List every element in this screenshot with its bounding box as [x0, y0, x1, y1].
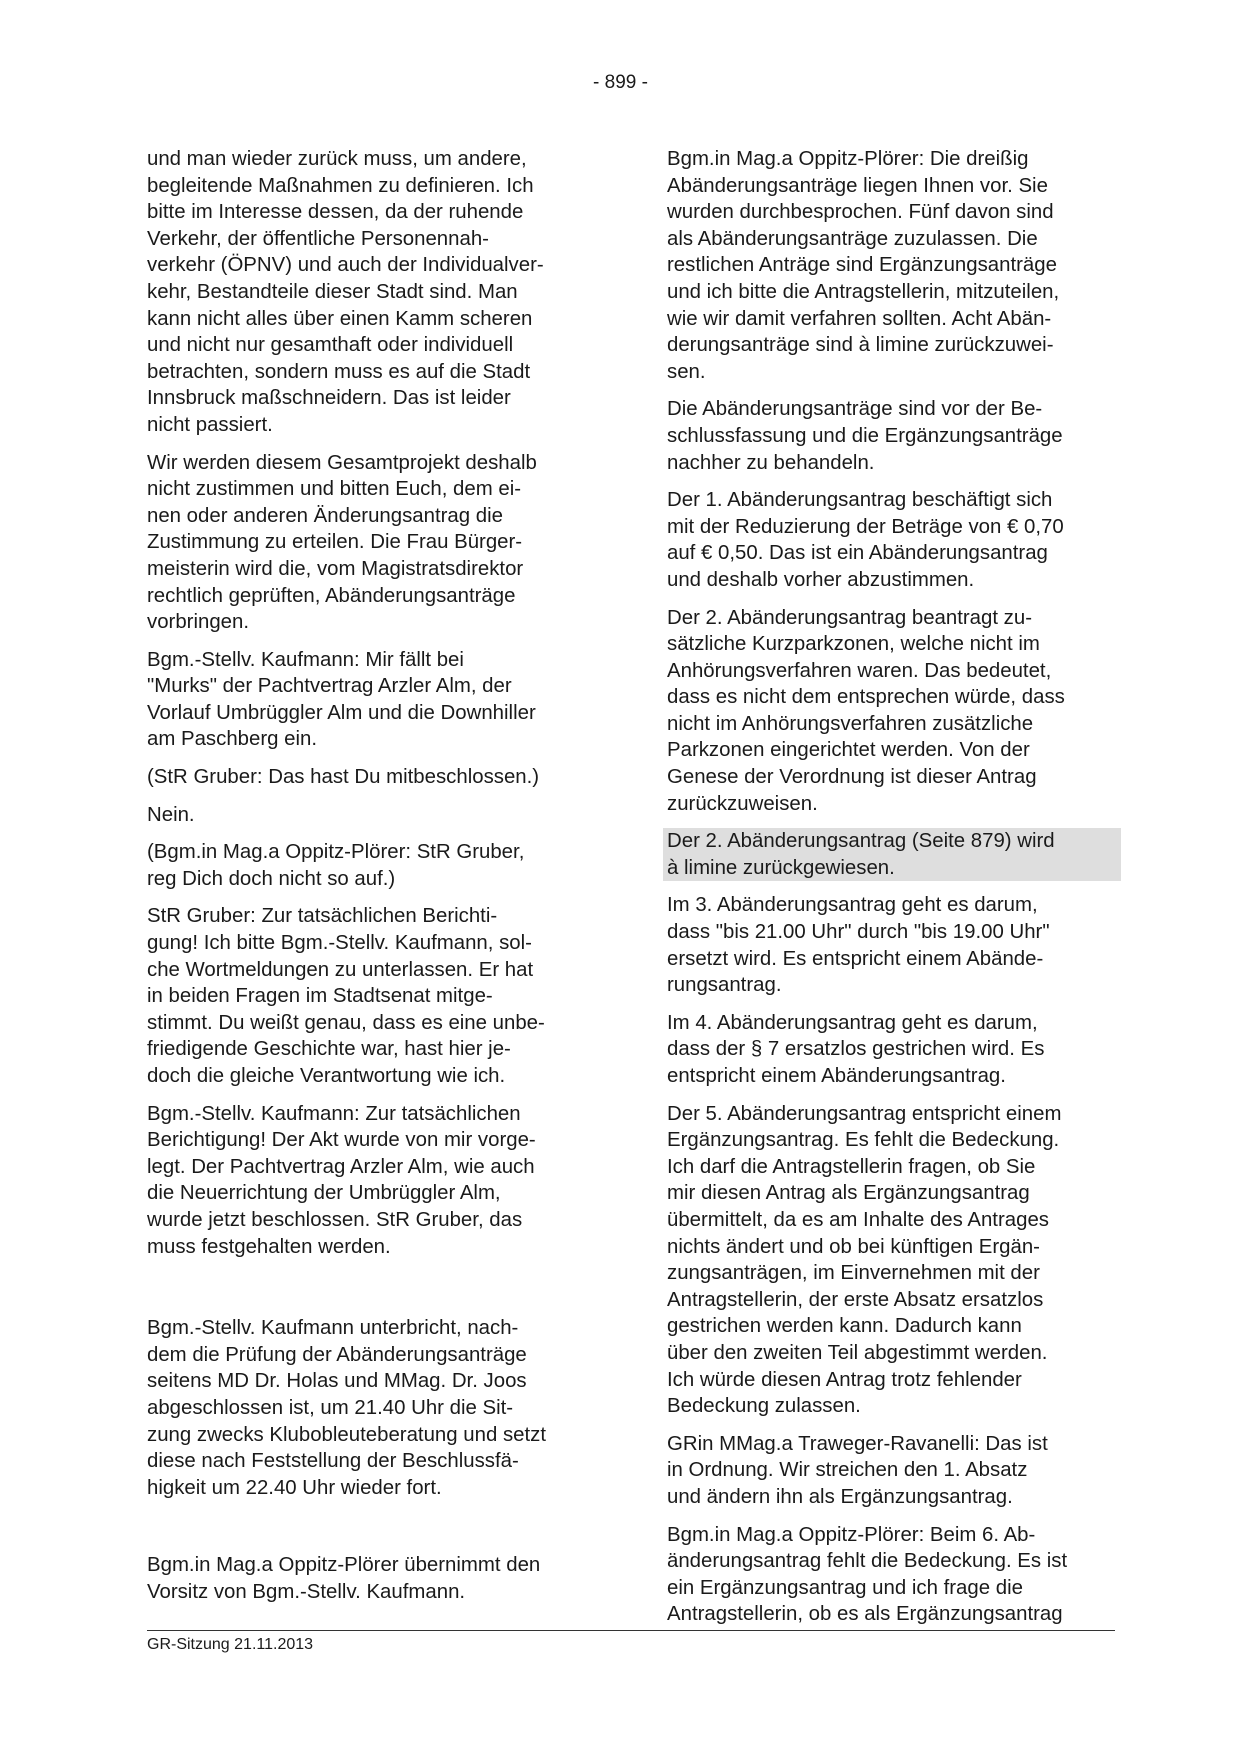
spacer — [147, 1271, 597, 1315]
paragraph: StR Gruber: Zur tatsächlichen Berichti- gung! Ich bitte Bgm.-Stellv. Kaufmann, sol- che Wortmeldungen zu unterlassen. Er hat in beiden Fragen im Stadtsenat mitge- stimmt. Du weißt genau, dass es eine unbe- friedigende Geschichte war, hast hier je- doch die gleiche Verantwortung wie ich. — [147, 905, 545, 1087]
paragraph: Der 5. Abänderungsantrag entspricht einem Ergänzungsantrag. Es fehlt die Bedeckung. Ich darf die Antragstellerin fragen, ob Sie mir diesen Antrag als Ergänzungsantrag übermittelt, da es am Inhalte des Antrages nichts ändert und ob bei künftigen Ergän- zungsanträgen, im Einvernehmen mit der Antragstellerin, der erste Absatz ersatzlos gestrichen werden kann. Dadurch kann über den zweiten Teil abgestimmt werden. Ich würde diesen Antrag trotz fehlender Bedeckung zulassen. — [667, 1102, 1062, 1418]
footer: GR-Sitzung 21.11.2013 — [147, 1636, 314, 1653]
paragraph: Der 2. Abänderungsantrag beantragt zu- sätzliche Kurzparkzonen, welche nicht im Anhörungsverfahren waren. Das bedeutet, dass es nicht dem entsprechen würde, dass nicht im Anhörungsverfahren zusätzliche Parkzonen eingerichtet werden. Von der Genese der Verordnung ist dieser Antrag zurückzuweisen. — [667, 606, 1065, 815]
footer-divider — [147, 1630, 1115, 1631]
paragraph: und man wieder zurück muss, um andere, begleitende Maßnahmen zu definieren. Ich bitte im Interesse dessen, da der ruhende Verkehr, der öffentliche Personennah- verkehr (ÖPNV) und auch der Individualver- kehr, Bestandteile dieser Stadt sind. Man kann nicht alles über einen Kamm scheren und nicht nur gesamthaft oder individuell betrachten, sondern muss es auf die Stadt Innsbruck maßschneidern. Das ist leider nicht passiert. — [147, 148, 544, 436]
paragraph: Bgm.-Stellv. Kaufmann: Mir fällt bei "Murks" der Pachtvertrag Arzler Alm, der Vorlauf Umbrüggler Alm und die Downhiller am Paschberg ein. — [147, 648, 536, 751]
paragraph: Wir werden diesem Gesamtprojekt deshalb nicht zustimmen und bitten Euch, dem ei- nen oder anderen Änderungsantrag die Zustimmung zu erteilen. Die Frau Bürger- meisterin wird die, vom Magistratsdirektor rechtlich geprüften, Abänderungsanträge vorbringen. — [147, 451, 537, 634]
paragraph: Bgm.-Stellv. Kaufmann unterbricht, nach- dem die Prüfung der Abänderungsanträge seitens MD Dr. Holas und MMag. Dr. Joos abgeschlossen ist, um 21.40 Uhr die Sit- zung zwecks Klubobleuteberatung und setzt diese nach Feststellung der Beschlussfä- higkeit um 22.40 Uhr wieder fort. — [147, 1317, 547, 1499]
paragraph: (Bgm.in Mag.a Oppitz-Plörer: StR Gruber, reg Dich doch nicht so auf.) — [147, 841, 525, 890]
paragraph: Im 4. Abänderungsantrag geht es darum, dass der § 7 ersatzlos gestrichen wird. Es entspricht einem Abänderungsantrag. — [667, 1011, 1045, 1087]
paragraph: (StR Gruber: Das hast Du mitbeschlossen.) — [147, 766, 540, 789]
paragraph: Bgm.in Mag.a Oppitz-Plörer: Beim 6. Ab- änderungsantrag fehlt die Bedeckung. Es ist ein Ergänzungsantrag und ich frage die Antragstellerin, ob es als Ergänzungsantrag — [667, 1523, 1068, 1626]
paragraph: Bgm.in Mag.a Oppitz-Plörer: Die dreißig Abänderungsanträge liegen Ihnen vor. Sie wurden durchbesprochen. Fünf davon sind als Abänderungsanträge zuzulassen. Die restlichen Anträge sind Ergänzungsanträge und ich bitte die Antragstellerin, mitzuteilen, wie wir damit verfahren sollten. Acht Abän- derungsanträge sind à limine zurückzuwei- sen. — [667, 148, 1060, 383]
left-column — [147, 146, 597, 1617]
highlighted-decision: Der 2. Abänderungsantrag (Seite 879) wird à limine zurückgewiesen. — [663, 828, 1121, 881]
spacer — [147, 1512, 597, 1552]
paragraph: Bgm.in Mag.a Oppitz-Plörer übernimmt den Vorsitz von Bgm.-Stellv. Kaufmann. — [147, 1554, 541, 1603]
paragraph: GRin MMag.a Traweger-Ravanelli: Das ist in Ordnung. Wir streichen den 1. Absatz und ändern ihn als Ergänzungsantrag. — [667, 1432, 1048, 1508]
paragraph: Im 3. Abänderungsantrag geht es darum, dass "bis 21.00 Uhr" durch "bis 19.00 Uhr" ersetzt wird. Es entspricht einem Abände- rungsantrag. — [667, 894, 1050, 997]
paragraph: Die Abänderungsanträge sind vor der Be- schlussfassung und die Ergänzungsanträge nachher zu behandeln. — [667, 398, 1063, 474]
paragraph: Bgm.-Stellv. Kaufmann: Zur tatsächlichen Berichtigung! Der Akt wurde von mir vorge- legt. Der Pachtvertrag Arzler Alm, wie auch die Neuerrichtung der Umbrüggler Alm, wurde jetzt beschlossen. StR Gruber, das muss festgehalten werden. — [147, 1102, 536, 1258]
paragraph: Nein. — [147, 803, 195, 826]
paragraph: Der 1. Abänderungsantrag beschäftigt sich mit der Reduzierung der Beträge von € 0,70 auf € 0,50. Das ist ein Abänderungsantrag und deshalb vorher abzustimmen. — [667, 489, 1064, 591]
page-number: - 899 - — [593, 72, 648, 93]
right-column — [667, 146, 1117, 1639]
